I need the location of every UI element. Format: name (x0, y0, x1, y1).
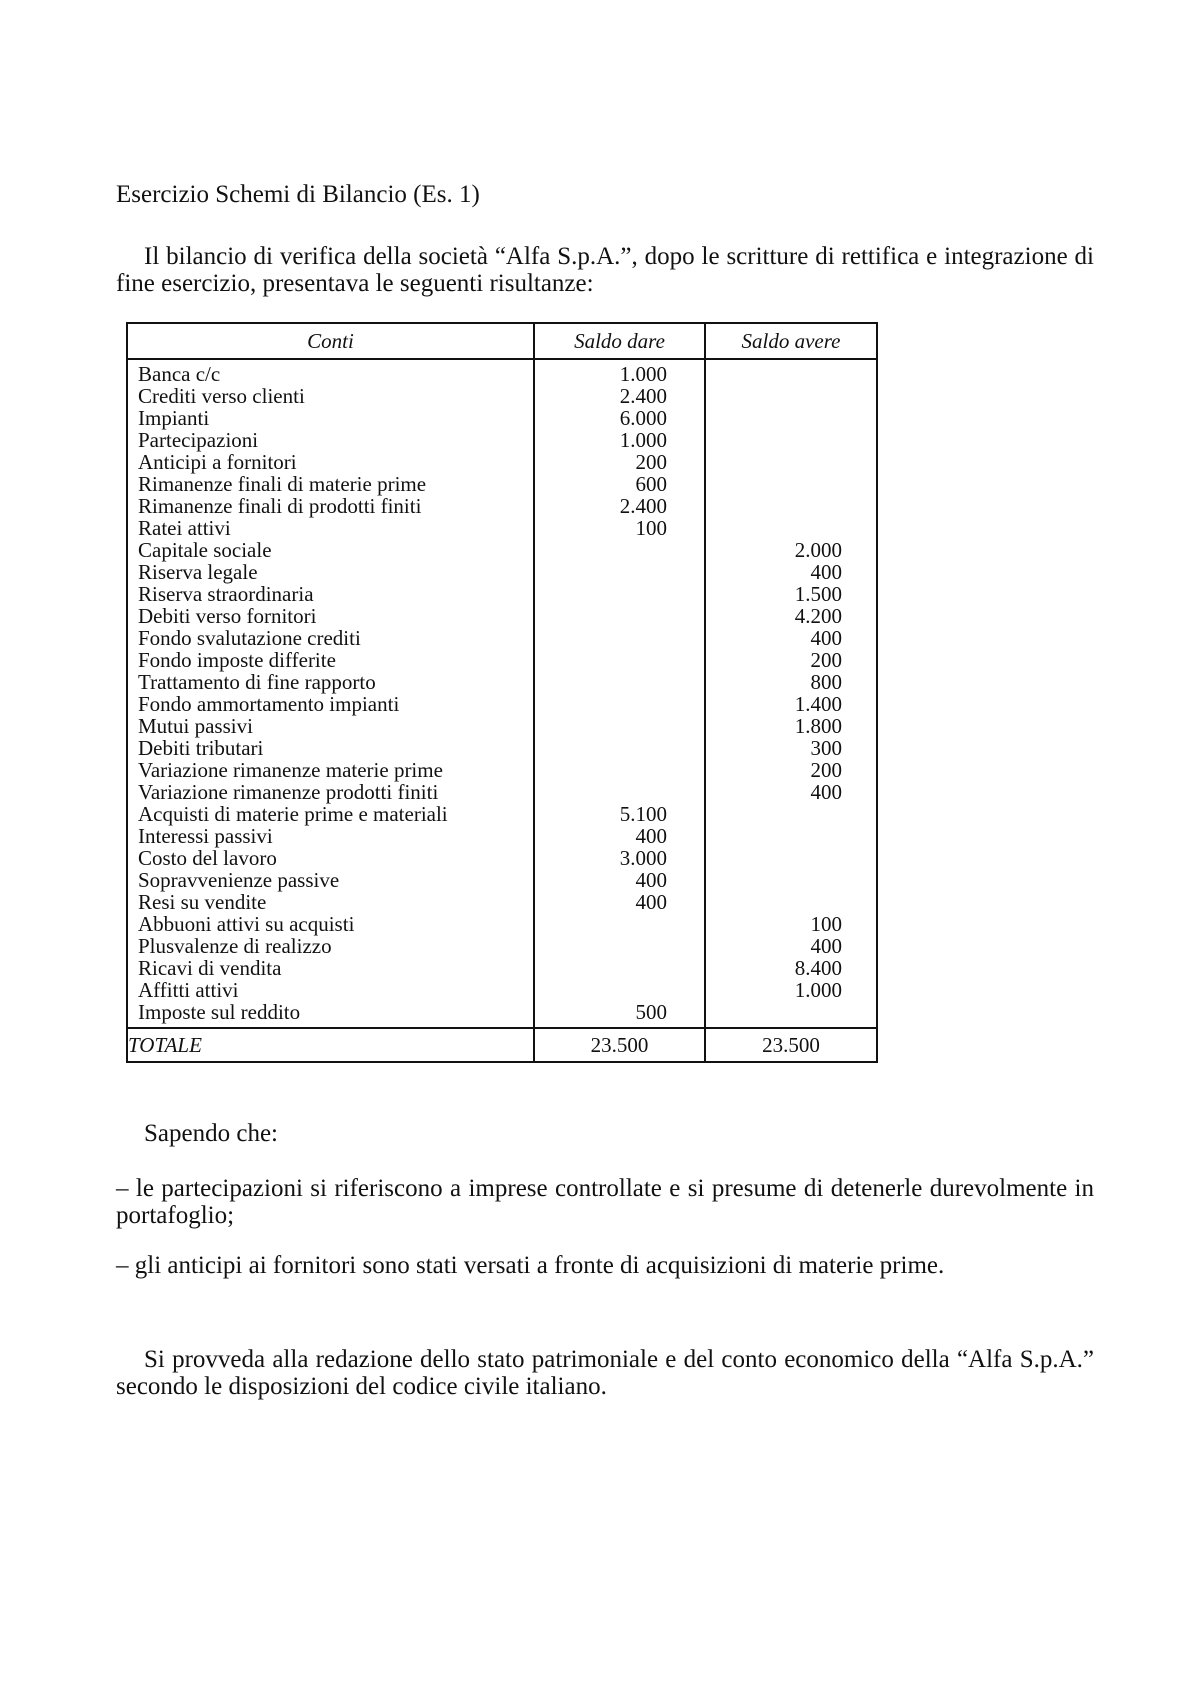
conti-column (127, 359, 534, 1028)
table-body-row (127, 359, 877, 1028)
trial-balance-table-wrapper (126, 322, 876, 1063)
sapendo-paragraph (116, 1120, 1094, 1147)
dare-value (572, 605, 667, 627)
dare-value: 400 (635, 824, 667, 848)
header-saldo-dare: Saldo dare (534, 323, 705, 359)
total-dare: 23.500 (534, 1028, 705, 1062)
dare-value (572, 693, 667, 715)
dare-value (572, 781, 667, 803)
total-label: TOTALE (127, 1028, 534, 1062)
avere-value: 400 (810, 626, 842, 650)
avere-value: 400 (810, 560, 842, 584)
bullet-text-1: – le partecipazioni si riferiscono a imprese controllate e si presume di detenerle durevolmente in portafoglio; (116, 1175, 1094, 1229)
account-name: Capitale sociale (138, 538, 272, 562)
avere-value (747, 495, 842, 517)
account-name: Fondo svalutazione crediti (138, 626, 361, 650)
avere-value (747, 803, 842, 825)
avere-value: 200 (810, 648, 842, 672)
account-name: Costo del lavoro (138, 846, 277, 870)
account-name: Fondo ammortamento impianti (138, 692, 400, 716)
avere-value: 2.000 (794, 538, 842, 562)
account-name: Impianti (138, 406, 210, 430)
dare-value (572, 583, 667, 605)
account-names-list (128, 363, 533, 1023)
avere-value: 200 (810, 758, 842, 782)
account-name: Imposte sul reddito (138, 1000, 301, 1024)
avere-value (747, 825, 842, 847)
account-name: Rimanenze finali di materie prime (138, 472, 427, 496)
bullet-item (116, 1175, 1094, 1229)
account-name: Ricavi di vendita (138, 956, 282, 980)
account-name: Banca c/c (138, 362, 221, 386)
account-name: Variazione rimanenze materie prime (138, 758, 443, 782)
avere-value: 400 (810, 780, 842, 804)
dare-value (572, 913, 667, 935)
dare-value: 2.400 (619, 384, 667, 408)
dare-value (572, 539, 667, 561)
intro-text: Il bilancio di verifica della società “Alfa S.p.A.”, dopo le scritture di rettifica e integrazione di fine esercizio, presentava le seguenti risultanze: (116, 243, 1094, 297)
bullet-text-2: – gli anticipi ai fornitori sono stati versati a fronte di acquisizioni di materie prime. (116, 1252, 945, 1279)
account-name: Debiti verso fornitori (138, 604, 317, 628)
avere-value (747, 1001, 842, 1023)
avere-value: 100 (810, 912, 842, 936)
dare-value (572, 671, 667, 693)
table-header-row (127, 323, 877, 359)
bullet-item (116, 1252, 1094, 1279)
dare-values-list (535, 363, 704, 1023)
avere-value (747, 869, 842, 891)
account-name: Sopravvenienze passive (138, 868, 340, 892)
dare-value: 2.400 (619, 494, 667, 518)
avere-value: 400 (810, 934, 842, 958)
avere-value: 800 (810, 670, 842, 694)
account-name: Debiti tributari (138, 736, 264, 760)
account-name: Variazione rimanenze prodotti finiti (138, 780, 439, 804)
dare-value: 1.000 (619, 428, 667, 452)
dare-value (572, 759, 667, 781)
avere-value (747, 847, 842, 869)
dare-value (572, 979, 667, 1001)
dare-value (572, 737, 667, 759)
account-name: Fondo imposte differite (138, 648, 336, 672)
dare-value (572, 561, 667, 583)
dare-value: 3.000 (619, 846, 667, 870)
avere-value: 8.400 (794, 956, 842, 980)
avere-value (747, 517, 842, 539)
account-name: Mutui passivi (138, 714, 253, 738)
account-name: Anticipi a fornitori (138, 450, 297, 474)
dare-value: 200 (635, 450, 667, 474)
avere-column (705, 359, 877, 1028)
avere-value (747, 385, 842, 407)
trial-balance-table (126, 322, 878, 1063)
avere-value (747, 451, 842, 473)
dare-value: 6.000 (619, 406, 667, 430)
account-name: Rimanenze finali di prodotti finiti (138, 494, 422, 518)
dare-value (572, 627, 667, 649)
account-name: Trattamento di fine rapporto (138, 670, 376, 694)
table-total-row (127, 1028, 877, 1062)
dare-column (534, 359, 705, 1028)
account-name: Interessi passivi (138, 824, 273, 848)
account-name: Resi su vendite (138, 890, 267, 914)
account-name: Acquisti di materie prime e materiali (138, 802, 448, 826)
dare-value: 400 (635, 890, 667, 914)
header-conti: Conti (127, 323, 534, 359)
avere-value (747, 891, 842, 913)
avere-value: 1.400 (794, 692, 842, 716)
dare-value: 500 (635, 1000, 667, 1024)
conclusion-paragraph (116, 1346, 1094, 1400)
avere-values-list (706, 363, 876, 1023)
dare-value: 400 (635, 868, 667, 892)
dare-value: 5.100 (619, 802, 667, 826)
account-name: Abbuoni attivi su acquisti (138, 912, 355, 936)
dare-value: 100 (635, 516, 667, 540)
avere-value: 4.200 (794, 604, 842, 628)
avere-value (747, 407, 842, 429)
account-name: Riserva straordinaria (138, 582, 314, 606)
dare-value (572, 957, 667, 979)
avere-value: 300 (810, 736, 842, 760)
total-avere: 23.500 (705, 1028, 877, 1062)
dare-value: 1.000 (619, 362, 667, 386)
account-name: Affitti attivi (138, 978, 239, 1002)
dare-value: 600 (635, 472, 667, 496)
account-name: Crediti verso clienti (138, 384, 305, 408)
sapendo-text: Sapendo che: (144, 1120, 278, 1147)
conclusion-text: Si provveda alla redazione dello stato patrimoniale e del conto economico della “Alfa S.p.A.” secondo le disposizioni del codice civile italiano. (116, 1346, 1094, 1400)
dare-value (572, 649, 667, 671)
intro-paragraph (116, 243, 1094, 297)
avere-value (747, 429, 842, 451)
dare-value (572, 935, 667, 957)
document-title: Esercizio Schemi di Bilancio (Es. 1) (116, 181, 480, 208)
dare-value (572, 715, 667, 737)
account-name: Plusvalenze di realizzo (138, 934, 332, 958)
avere-value (747, 363, 842, 385)
avere-value: 1.800 (794, 714, 842, 738)
avere-value: 1.500 (794, 582, 842, 606)
header-saldo-avere: Saldo avere (705, 323, 877, 359)
account-name: Riserva legale (138, 560, 258, 584)
avere-value (747, 473, 842, 495)
account-name: Partecipazioni (138, 428, 259, 452)
account-name: Ratei attivi (138, 516, 231, 540)
avere-value: 1.000 (794, 978, 842, 1002)
